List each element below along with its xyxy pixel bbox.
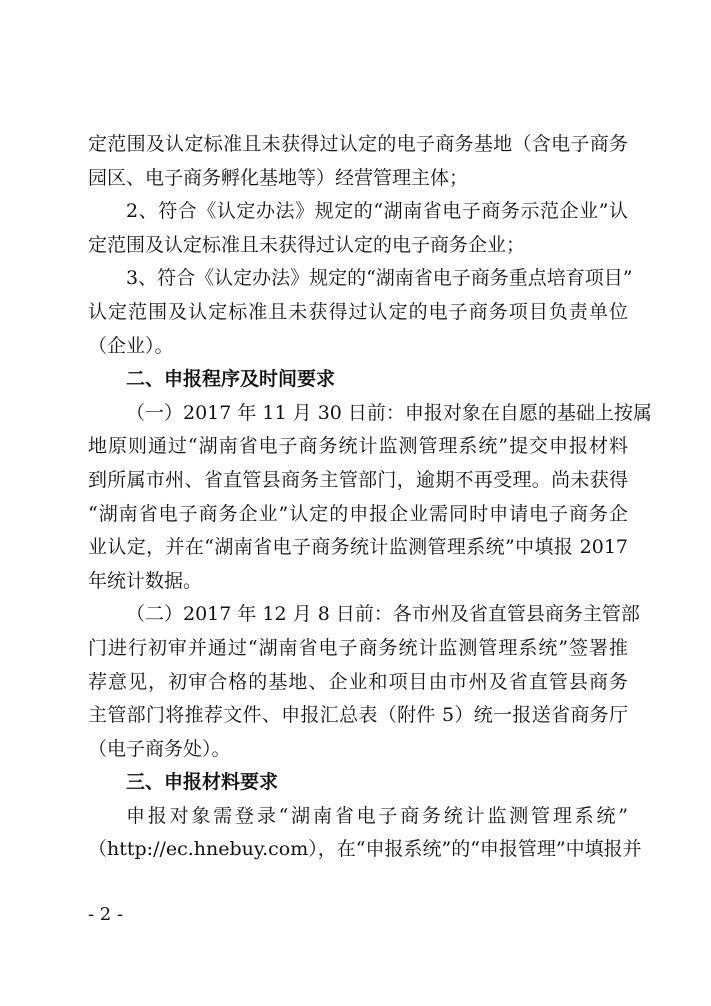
section-heading: 二、申报程序及时间要求: [126, 368, 336, 391]
text-line: （一）2017 年 11 月 30 日前：申报对象在自愿的基础上按属: [126, 401, 652, 424]
body-text: [88, 128, 652, 867]
text-line: （http://ec.hnebuy.com），在“申报系统”的“申报管理”中填报并: [88, 838, 642, 861]
text-line: 认定范围及认定标准且未获得过认定的电子商务项目负责单位: [88, 300, 628, 323]
text-line: （电子商务处）。: [88, 737, 231, 760]
text-line: 申报对象需登录“湖南省电子商务统计监测管理系统”: [126, 804, 628, 827]
text-line: 地原则通过“湖南省电子商务统计监测管理系统”提交申报材料: [88, 435, 628, 458]
text-line: （企业）。: [88, 334, 174, 357]
text-line: 2、符合《认定办法》规定的“湖南省电子商务示范企业”认: [126, 200, 628, 223]
section-heading: 三、申报材料要求: [126, 771, 279, 794]
text-line: 到所属市州、省直管县商务主管部门，逾期不再受理。尚未获得: [88, 468, 628, 491]
text-line: 定范围及认定标准且未获得过认定的电子商务企业；: [88, 233, 526, 256]
text-line: 年统计数据。: [88, 569, 203, 592]
page-number: - 2 -: [88, 904, 124, 925]
text-line: 业认定，并在“湖南省电子商务统计监测管理系统”中填报 2017: [88, 536, 628, 559]
text-line: 荐意见，初审合格的基地、企业和项目由市州及省直管县商务: [88, 670, 628, 693]
text-line: “湖南省电子商务企业”认定的申报企业需同时申请电子商务企: [88, 502, 628, 525]
text-line: 门进行初审并通过“湖南省电子商务统计监测管理系统”签署推: [88, 636, 628, 659]
text-line: （二）2017 年 12 月 8 日前：各市州及省直管县商务主管部: [126, 603, 640, 626]
text-line: 主管部门将推荐文件、申报汇总表（附件 5）统一报送省商务厅: [88, 704, 628, 727]
text-line: 3、符合《认定办法》规定的“湖南省电子商务重点培育项目”: [126, 267, 633, 290]
text-line: 园区、电子商务孵化基地等）经营管理主体；: [88, 166, 469, 189]
text-line: 定范围及认定标准且未获得过认定的电子商务基地（含电子商务: [88, 133, 628, 155]
